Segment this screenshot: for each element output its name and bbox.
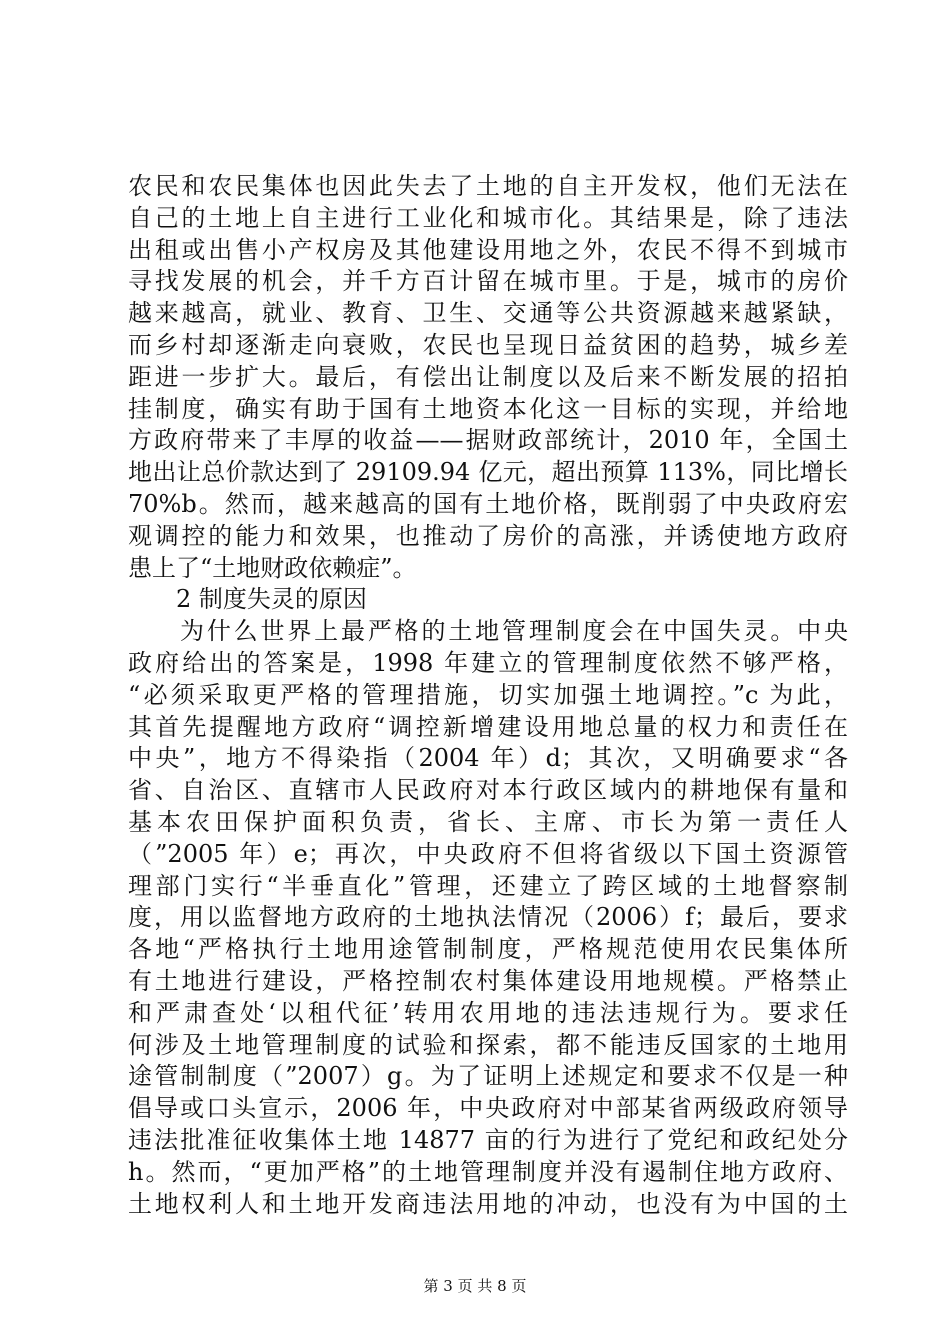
text-line: 地出让总价款达到了 29109.94 亿元，超出预算 113%，同比增长 bbox=[128, 458, 848, 487]
page-footer bbox=[0, 1275, 950, 1296]
text-line: 寻找发展的机会，并千方百计留在城市里。于是，城市的房价 bbox=[128, 267, 848, 296]
document-body bbox=[128, 171, 848, 1220]
text-line: 越来越高，就业、教育、卫生、交通等公共资源越来越紧缺， bbox=[128, 299, 848, 328]
text-line: 农民和农民集体也因此失去了土地的自主开发权，他们无法在 bbox=[128, 172, 848, 200]
text-line: 而乡村却逐渐走向衰败，农民也呈现日益贫困的趋势，城乡差 bbox=[128, 330, 848, 359]
text-line: 为什么世界上最严格的土地管理制度会在中国失灵。中央 bbox=[180, 617, 848, 646]
text-line: 省、自治区、直辖市人民政府对本行政区域内的耕地保有量和 bbox=[128, 776, 848, 805]
paragraph bbox=[128, 616, 848, 1220]
paragraph bbox=[128, 171, 848, 584]
text-line: 倡导或口头宣示，2006 年，中央政府对中部某省两级政府领导 bbox=[128, 1094, 848, 1123]
text-line: 各地“严格执行土地用途管制制度，严格规范使用农民集体所 bbox=[128, 935, 848, 964]
text-line: 基本农田保护面积负责，省长、主席、市长为第一责任人 bbox=[128, 807, 848, 836]
text-line: 距进一步扩大。最后，有偿出让制度以及后来不断发展的招拍 bbox=[128, 362, 848, 391]
text-line: 有土地进行建设，严格控制农村集体建设用地规模。严格禁止 bbox=[128, 966, 848, 995]
text-line: 途管制制度（”2007）g。为了证明上述规定和要求不仅是一种 bbox=[128, 1062, 848, 1091]
page-number-label: 第 3 页 共 8 页 bbox=[423, 1277, 527, 1295]
text-line: 自己的土地上自主进行工业化和城市化。其结果是，除了违法 bbox=[128, 203, 848, 232]
text-line: 中央”，地方不得染指（2004 年）d；其次，又明确要求“各 bbox=[128, 744, 848, 773]
text-line: 理部门实行“半垂直化”管理，还建立了跨区域的土地督察制 bbox=[128, 871, 848, 900]
text-line: （”2005 年）e；再次，中央政府不但将省级以下国土资源管 bbox=[128, 839, 848, 868]
text-line: 挂制度，确实有助于国有土地资本化这一目标的实现，并给地 bbox=[128, 394, 848, 423]
text-line: 违法批准征收集体土地 14877 亩的行为进行了党纪和政纪处分 bbox=[128, 1125, 848, 1154]
text-line: 何涉及土地管理制度的试验和探索，都不能违反国家的土地用 bbox=[128, 1030, 848, 1059]
text-line: 观调控的能力和效果，也推动了房价的高涨，并诱使地方政府 bbox=[128, 521, 848, 550]
text-line: 土地权利人和土地开发商违法用地的冲动，也没有为中国的土 bbox=[128, 1189, 848, 1218]
text-line: 政府给出的答案是，1998 年建立的管理制度依然不够严格， bbox=[128, 648, 848, 677]
text-line: 方政府带来了丰厚的收益——据财政部统计，2010 年，全国土 bbox=[128, 426, 848, 455]
text-line: h。然而，“更加严格”的土地管理制度并没有遏制住地方政府、 bbox=[128, 1157, 848, 1186]
text-line: “必须采取更严格的管理措施，切实加强土地调控。”c 为此， bbox=[128, 680, 848, 709]
text-line: 和严肃查处‘以租代征’转用农用地的违法违规行为。要求任 bbox=[128, 998, 848, 1027]
text-line: 患上了“土地财政依赖症”。 bbox=[128, 553, 417, 582]
text-line: 其首先提醒地方政府“调控新增建设用地总量的权力和责任在 bbox=[128, 712, 848, 741]
text-line: 出租或出售小产权房及其他建设用地之外，农民不得不到城市 bbox=[128, 235, 848, 264]
text-line: 度，用以监督地方政府的土地执法情况（2006）f；最后，要求 bbox=[128, 903, 848, 932]
text-line: 70%b。然而，越来越高的国有土地价格，既削弱了中央政府宏 bbox=[128, 489, 848, 518]
section-heading: 2 制度失灵的原因 bbox=[176, 585, 367, 614]
